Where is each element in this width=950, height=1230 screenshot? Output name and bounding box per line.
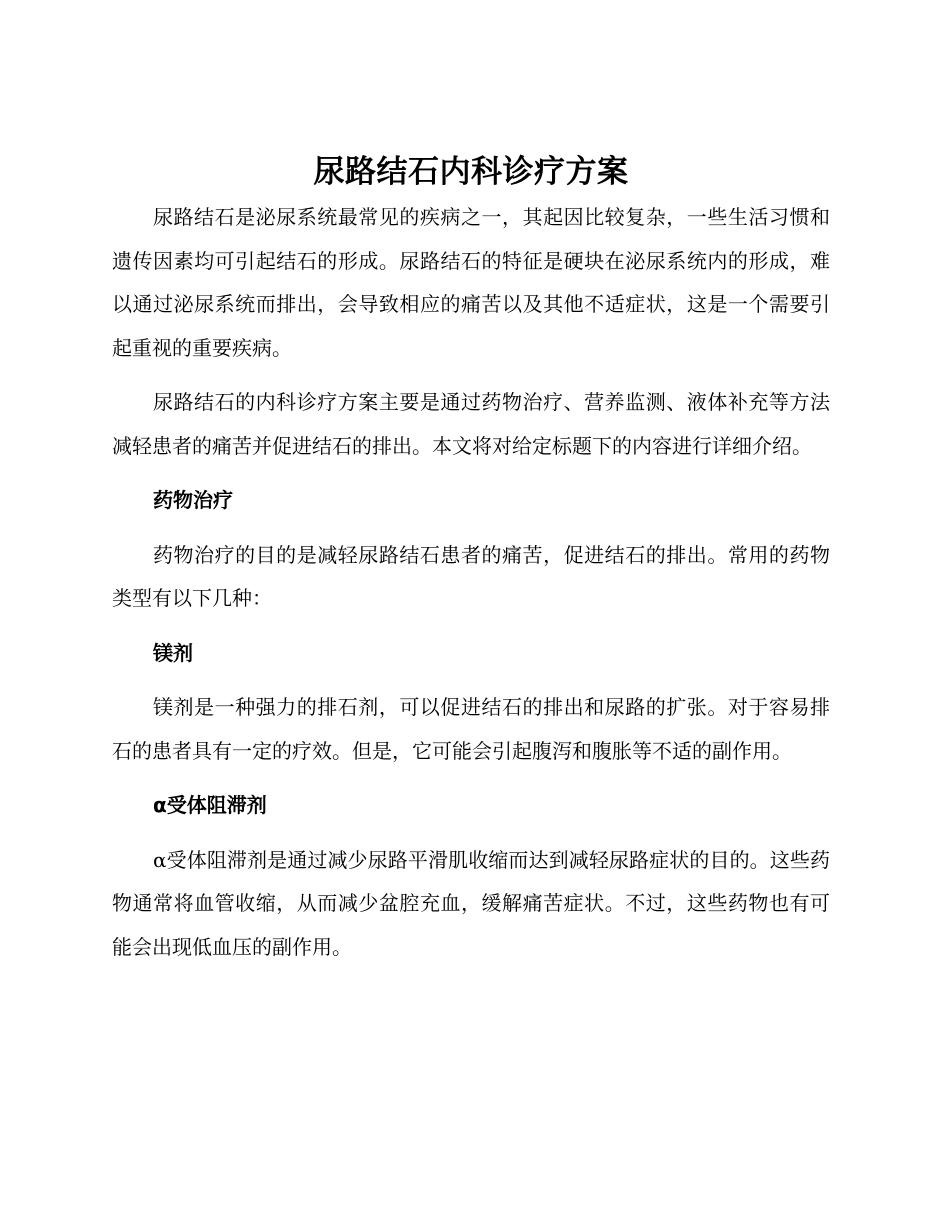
section-heading-drug-therapy: 药物治疗	[153, 488, 233, 512]
intro-paragraph-1: 尿路结石是泌尿系统最常见的疾病之一，其起因比较复杂，一些生活习惯和遗传因素均可引起结石的形成。尿路结石的特征是硬块在泌尿系统内的形成，难以通过泌尿系统而排出，会导致相应的痛苦以及其他不适症状，这是一个需要引起重视的重要疾病。	[112, 205, 830, 360]
drug-therapy-paragraph: 药物治疗的目的是减轻尿路结石患者的痛苦，促进结石的排出。常用的药物类型有以下几种：	[112, 542, 830, 610]
intro-paragraph-2: 尿路结石的内科诊疗方案主要是通过药物治疗、营养监测、液体补充等方法减轻患者的痛苦并促进结石的排出。本文将对给定标题下的内容进行详细介绍。	[112, 390, 830, 458]
subsection-heading-alpha-blocker: α受体阻滞剂	[153, 793, 267, 817]
document-title: 尿路结石内科诊疗方案	[313, 154, 629, 190]
subsection-heading-magnesium: 镁剂	[153, 640, 193, 665]
alpha-blocker-paragraph: α受体阻滞剂是通过减少尿路平滑肌收缩而达到减轻尿路症状的目的。这些药物通常将血管收缩，从而减少盆腔充血，缓解痛苦症状。不过，这些药物也有可能会出现低血压的副作用。	[112, 847, 830, 959]
magnesium-paragraph: 镁剂是一种强力的排石剂，可以促进结石的排出和尿路的扩张。对于容易排石的患者具有一定的疗效。但是，它可能会引起腹泻和腹胀等不适的副作用。	[112, 695, 830, 763]
